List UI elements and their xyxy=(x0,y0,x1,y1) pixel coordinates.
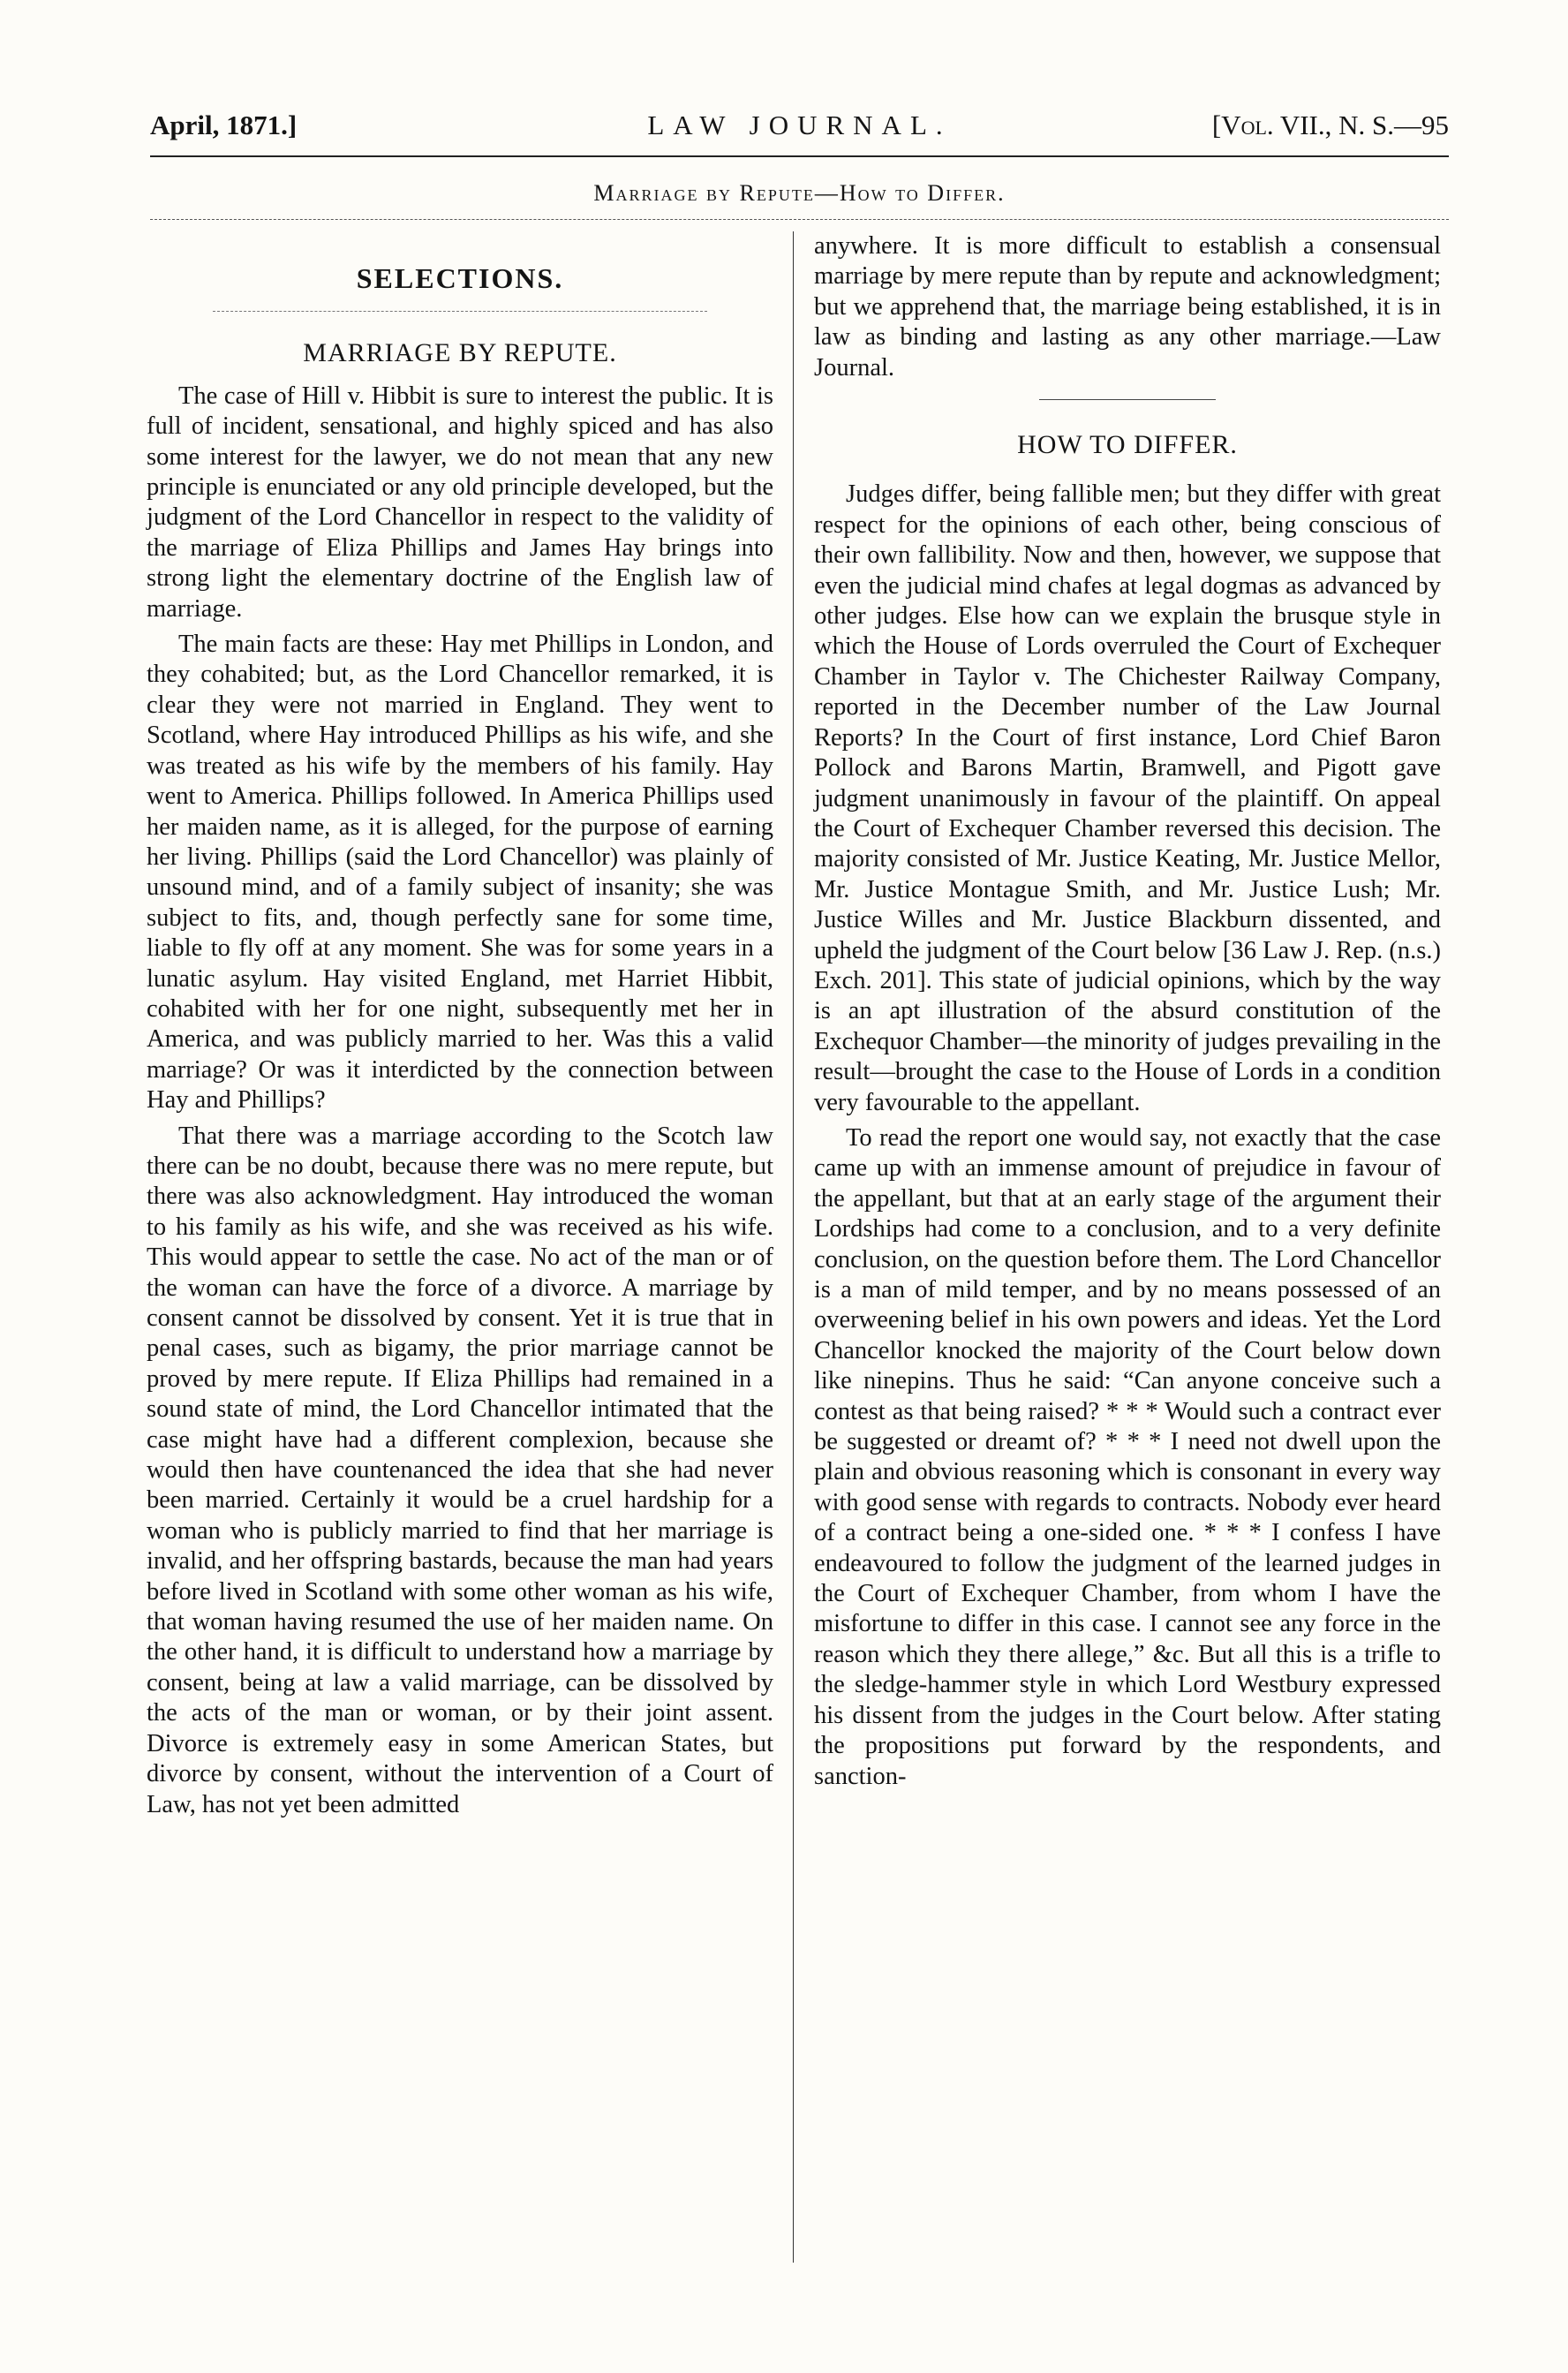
header-rule xyxy=(150,155,1449,157)
section-heading: SELECTIONS. xyxy=(356,262,564,294)
header-volume-page: [Vol. VII., N. S.—95 xyxy=(1211,110,1449,140)
header-journal-title: LAW JOURNAL. xyxy=(647,110,952,140)
paragraph: The case of Hill v. Hibbit is sure to interest the public. It is full of incident, sensational, and highly spiced and has also some interest for the lawyer, we do not mean that any new principle is enunciated or any old principle developed, but the judgment of the Lord Chancellor in respect to the validity of the marriage of Eliza Phillips and James Hay brings into strong light the elementary doctrine of the English law of marriage. xyxy=(147,382,773,623)
column-divider xyxy=(793,231,794,2263)
paragraph: The main facts are these: Hay met Phillips in London, and they cohabited; but, as the Lord Chancellor remarked, it is clear they were not married in England. They went to Scotland, where Hay introduced Phillips as his wife, and she was treated as his wife by the members of his family. Hay went to America. Phillips followed. In America Phillips used her maiden name, as it is alleged, for the purpose of earning her living. Phillips (said the Lord Chancellor) was plainly of unsound mind, and of a family subject of insanity; she was subject to fits, and, though perfectly sane for some time, liable to fly off at any moment. She was for some years in a lunatic asylum. Hay visited England, met Harriet Hibbit, cohabited with her for one night, subsequently met her in America, and was publicly married to her. Was this a valid marriage? Or was it interdicted by the connection between Hay and Phillips? xyxy=(147,631,773,1115)
right-column xyxy=(814,231,1441,1797)
running-header xyxy=(150,108,1449,150)
page-subheader: Marriage by Repute—How to Differ. xyxy=(593,180,1006,206)
paragraph: Judges differ, being fallible men; but they differ with great respect for the opinions of each other, being conscious of their own fallibility. Now and then, however, we suppose that even the judicial mind chafes at legal dogmas as advanced by other judges. Else how can we explain the brusque style in which the House of Lords overruled the Court of Exchequer Chamber in Taylor v. The Chichester Railway Company, reported in the December number of the Law Journal Reports? In the Court of first instance, Lord Chief Baron Pollock and Barons Martin, Bramwell, and Pigott gave judgment unanimously in favour of the plaintiff. On appeal the Court of Exchequer Chamber reversed this decision. The majority consisted of Mr. Justice Keating, Mr. Justice Mellor, Mr. Justice Montague Smith, and Mr. Justice Lush; Mr. Justice Willes and Mr. Justice Blackburn dissented, and upheld the judgment of the Court below [36 Law J. Rep. (n.s.) Exch. 201]. This state of judicial opinions, which by the way is an apt illustration of the absurd constitution of the Exchequor Chamber—the minority of judges prevailing in the result—brought the case to the House of Lords in a condition very favourable to the appellant. xyxy=(814,480,1441,1116)
article-separator xyxy=(1039,399,1216,400)
article-title-marriage: MARRIAGE BY REPUTE. xyxy=(303,338,617,368)
left-column xyxy=(147,231,773,1825)
article-title-differ: HOW TO DIFFER. xyxy=(1017,430,1238,460)
header-date: April, 1871.] xyxy=(150,110,298,140)
section-rule xyxy=(213,311,707,312)
continued-paragraph: anywhere. It is more difficult to establish a consensual marriage by mere repute than by repute and acknowledgment; but we apprehend that, the marriage being established, it is in law as binding and lasting as any other marriage.—Law Journal. xyxy=(814,232,1441,382)
paragraph: To read the report one would say, not exactly that the case came up with an immense amount of prejudice in favour of the appellant, but that at an early stage of the argument their Lordships had come to a conclusion, and to a very definite conclusion, on the question before them. The Lord Chancellor is a man of mild temper, and by no means possessed of an overweening belief in his own powers and ideas. Yet the Lord Chancellor knocked the majority of the Court below down like ninepins. Thus he said: “Can anyone conceive such a contest as that being raised? * * * Would such a contract ever be suggested or dreamt of? * * * I need not dwell upon the plain and obvious reasoning which is consonant in every way with good sense with regards to contracts. Nobody ever heard of a contract being a one-sided one. * * * I confess I have endeavoured to follow the judgment of the learned judges in the Court of Exchequer Chamber, from whom I have the misfortune to differ in this case. I cannot see any force in the reason which they there allege,” &c. But all this is a trifle to the sledge-hammer style in which Lord Westbury expressed his dissent from the judges in the Court below. After stating the propositions put forward by the respondents, and sanction- xyxy=(814,1123,1441,1790)
paragraph: That there was a marriage according to the Scotch law there can be no doubt, because there was no mere repute, but there was also acknowledgment. Hay introduced the woman to his family as his wife, and she was received as his wife. This would appear to settle the case. No act of the man or of the woman can have the force of a divorce. A marriage by consent cannot be dissolved by consent. Yet it is true that in penal cases, such as bigamy, the prior marriage cannot be proved by mere repute. If Eliza Phillips had remained in a sound state of mind, the Lord Chancellor intimated that the case might have had a different complexion, because she would then have countenanced the idea that she had never been married. Certainly it would be a cruel hardship for a woman who is publicly married to find that her marriage is invalid, and her offspring bastards, because the man had years before lived in Scotland with some other woman as his wife, that woman having resumed the use of her maiden name. On the other hand, it is difficult to understand how a marriage by consent, being at law a valid marriage, can be dissolved by the acts of the man or woman, or by their joint assent. Divorce is extremely easy in some American States, but divorce by consent, without the intervention of a Court of Law, has not yet been admitted xyxy=(147,1122,773,1818)
subheader-rule xyxy=(150,219,1449,220)
